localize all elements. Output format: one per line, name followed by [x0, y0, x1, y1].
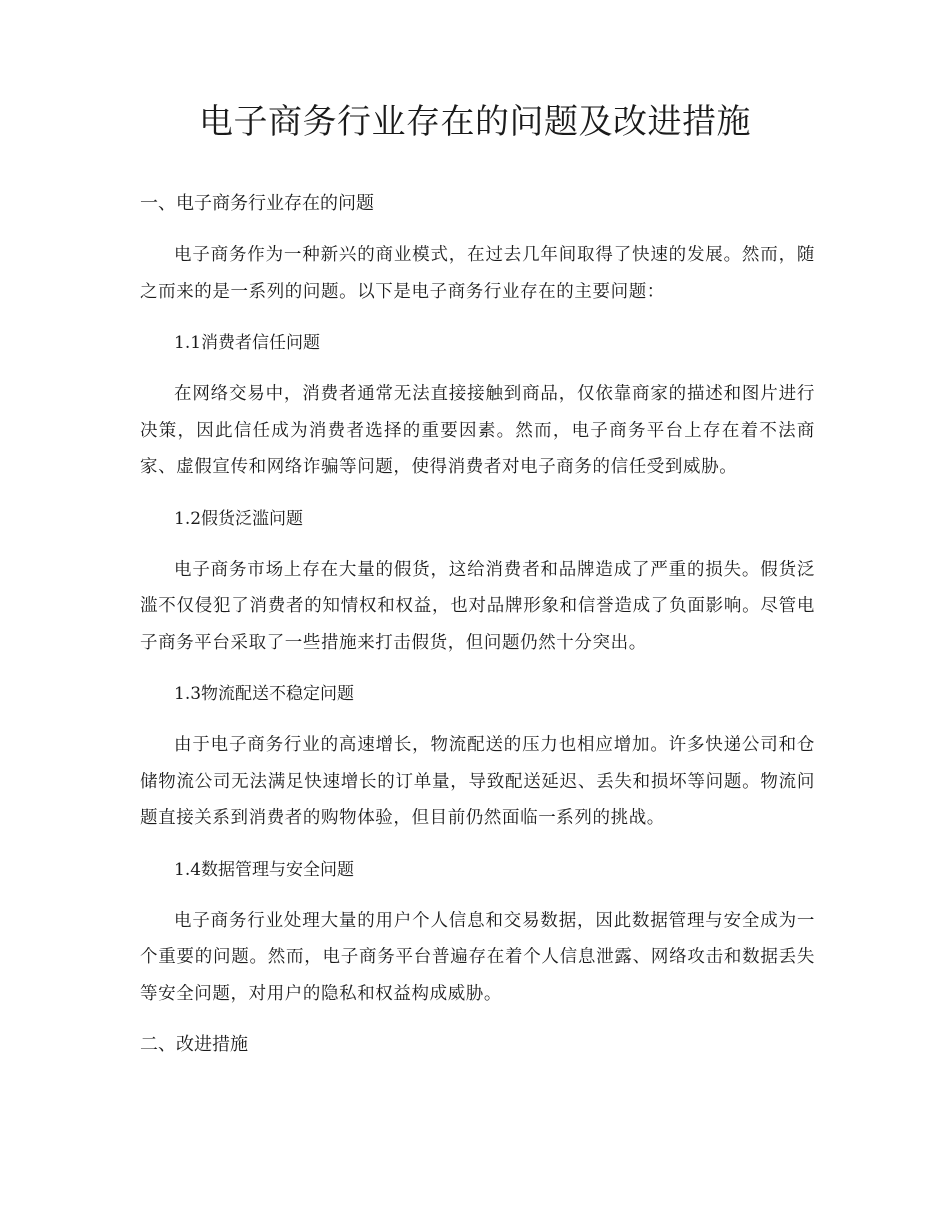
- subsection-heading-logistics: 1.3物流配送不稳定问题: [174, 684, 355, 704]
- document-title: 电子商务行业存在的问题及改进措施: [199, 102, 751, 142]
- paragraph-logistics: 由于电子商务行业的高速增长，物流配送的压力也相应增加。许多快递公司和仓储物流公司无法满足快速增长的订单量，导致配送延迟、丢失和损坏等问题。物流问题直接关系到消费者的购物体验，但目前仍然面临一系列的挑战。: [140, 735, 815, 828]
- document-body: [140, 188, 815, 1078]
- subsection-heading-consumer-trust: 1.1消费者信任问题: [174, 333, 321, 353]
- subsection-heading-counterfeit: 1.2假货泛滥问题: [174, 508, 304, 529]
- subsection-heading-data-security: 1.4数据管理与安全问题: [174, 859, 355, 880]
- paragraph-consumer-trust: 在网络交易中，消费者通常无法直接接触到商品，仅依靠商家的描述和图片进行决策，因此信任成为消费者选择的重要因素。然而，电子商务平台上存在着不法商家、虚假宣传和网络诈骗等问题，使得消费者对电子商务的信任受到威胁。: [140, 384, 815, 477]
- paragraph-data-security: 电子商务行业处理大量的用户个人信息和交易数据，因此数据管理与安全成为一个重要的问题。然而，电子商务平台普遍存在着个人信息泄露、网络攻击和数据丢失等安全问题，对用户的隐私和权益构成威胁。: [140, 910, 815, 1004]
- paragraph-counterfeit: 电子商务市场上存在大量的假货，这给消费者和品牌造成了严重的损失。假货泛滥不仅侵犯了消费者的知情权和权益，也对品牌形象和信誉造成了负面影响。尽管电子商务平台采取了一些措施来打击假货，但问题仍然十分突出。: [140, 559, 815, 653]
- section-intro-paragraph: 电子商务作为一种新兴的商业模式，在过去几年间取得了快速的发展。然而，随之而来的是一系列的问题。以下是电子商务行业存在的主要问题：: [140, 245, 815, 302]
- section-heading-problems: 一、电子商务行业存在的问题: [140, 193, 374, 214]
- section-heading-improvements: 二、改进措施: [140, 1034, 248, 1055]
